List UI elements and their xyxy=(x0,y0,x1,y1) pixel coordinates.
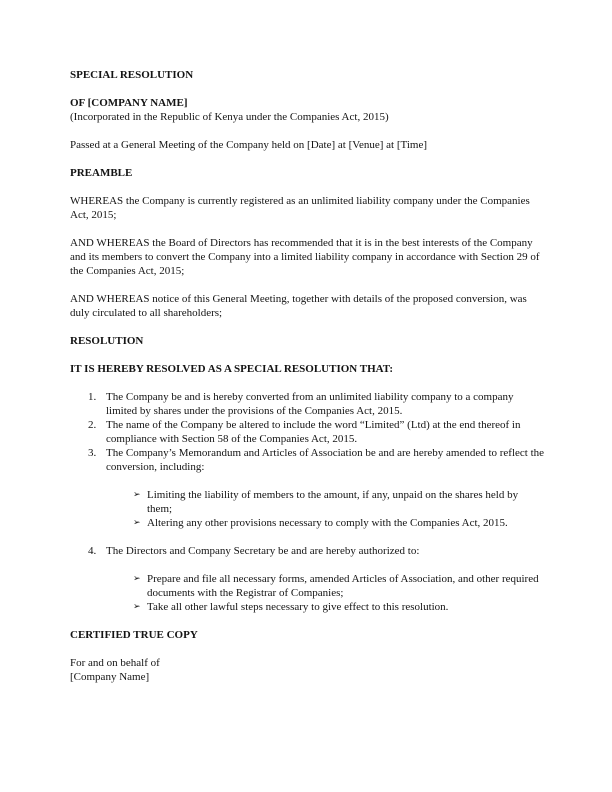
preamble-paragraph: WHEREAS the Company is currently registered as an unlimited liability company under the Companies Act, 2015; xyxy=(70,195,530,221)
sub-bullet-item xyxy=(133,572,545,600)
arrow-bullet-icon: ➢ xyxy=(133,602,141,612)
doc-title: SPECIAL RESOLUTION xyxy=(70,69,194,81)
company-block xyxy=(70,96,545,124)
sub-bullet-text: Take all other lawful steps necessary to give effect to this resolution. xyxy=(147,601,449,613)
sub-bullet-text: Altering any other provisions necessary to comply with the Companies Act, 2015. xyxy=(147,517,508,529)
item-text: The Company’s Memorandum and Articles of Association be and are hereby amended to reflect the conversion, including: xyxy=(106,447,545,473)
resolution-item xyxy=(88,446,545,474)
item-number: 4. xyxy=(88,545,97,557)
resolution-item xyxy=(88,418,545,446)
item-number: 2. xyxy=(88,419,97,431)
preamble-heading: PREAMBLE xyxy=(70,167,133,179)
sub-bullet-item xyxy=(133,516,545,530)
item-text: The Directors and Company Secretary be and are hereby authorized to: xyxy=(106,545,420,557)
company-name-line: OF [COMPANY NAME] xyxy=(70,97,188,109)
arrow-bullet-icon: ➢ xyxy=(133,574,141,584)
incorporation-line: (Incorporated in the Republic of Kenya under the Companies Act, 2015) xyxy=(70,111,389,123)
arrow-bullet-icon: ➢ xyxy=(133,490,141,500)
sub-bullet-text: Limiting the liability of members to the amount, if any, unpaid on the shares held by them; xyxy=(147,489,519,515)
item-number: 3. xyxy=(88,447,97,459)
meeting-line: Passed at a General Meeting of the Company held on [Date] at [Venue] at [Time] xyxy=(70,139,427,151)
resolution-item xyxy=(88,544,545,558)
resolution-list xyxy=(70,390,545,614)
item-number: 1. xyxy=(88,391,97,403)
closing-line: For and on behalf of xyxy=(70,657,160,669)
certified-heading: CERTIFIED TRUE COPY xyxy=(70,629,198,641)
arrow-bullet-icon: ➢ xyxy=(133,518,141,528)
preamble-paragraph: AND WHEREAS notice of this General Meeting, together with details of the proposed conversion, was duly circulated to all shareholders; xyxy=(70,293,527,319)
sub-bullet-list xyxy=(133,572,545,614)
resolution-heading: RESOLUTION xyxy=(70,335,144,347)
preamble-paragraph: AND WHEREAS the Board of Directors has recommended that it is in the best interests of the Company and its members to convert the Company into a limited liability company in accordance with Section 29 of the Companies Act, 2015; xyxy=(70,237,540,277)
resolved-heading: IT IS HEREBY RESOLVED AS A SPECIAL RESOLUTION THAT: xyxy=(70,363,393,375)
item-text: The Company be and is hereby converted from an unlimited liability company to a company limited by shares under the provisions of the Companies Act, 2015. xyxy=(106,391,514,417)
sub-bullet-item xyxy=(133,600,545,614)
closing-block xyxy=(70,656,545,684)
closing-line: [Company Name] xyxy=(70,671,150,683)
sub-bullet-list xyxy=(133,488,545,530)
sub-bullet-item xyxy=(133,488,545,516)
item-text: The name of the Company be altered to include the word “Limited” (Ltd) at the end thereof in compliance with Section 58 of the Companies Act, 2015. xyxy=(106,419,521,445)
resolution-item xyxy=(88,390,545,418)
sub-bullet-text: Prepare and file all necessary forms, amended Articles of Association, and other required documents with the Registrar of Companies; xyxy=(147,573,539,599)
